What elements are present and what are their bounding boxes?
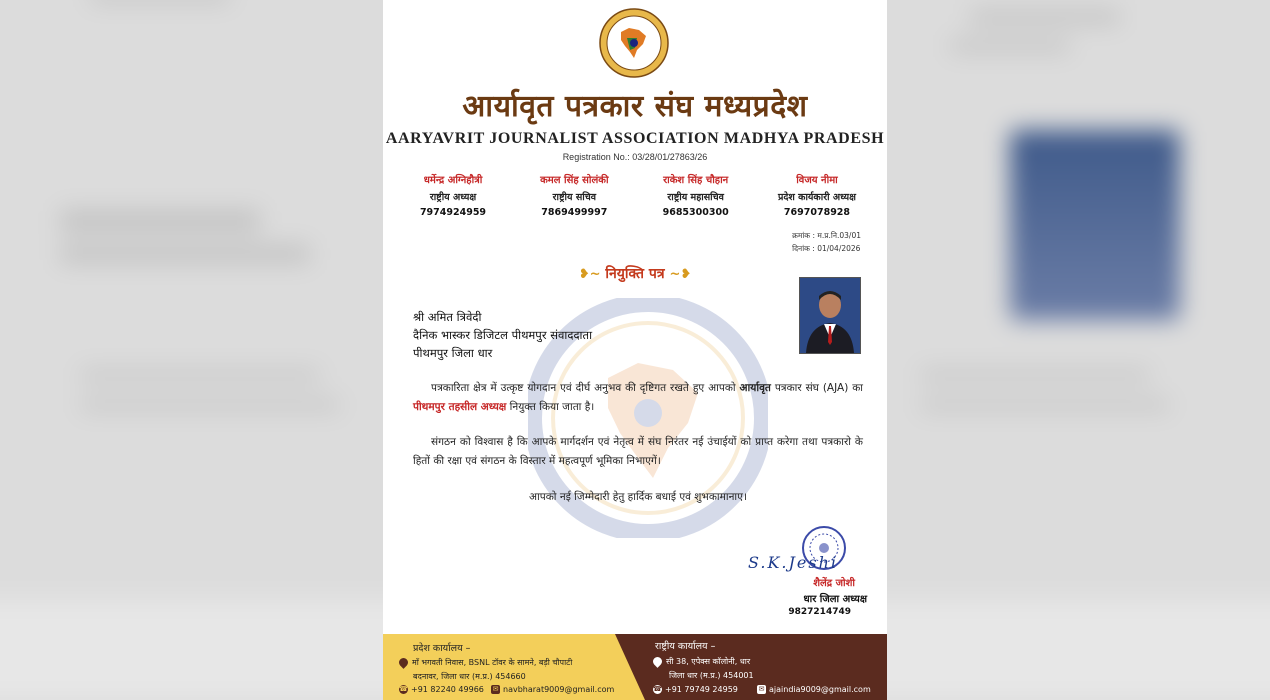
recipient-address xyxy=(413,308,592,362)
reference-block xyxy=(792,229,861,255)
officer-name: कमल सिंह सोलंकी xyxy=(540,175,609,186)
national-office-address xyxy=(653,656,750,667)
officer-name: राकेश सिंह चौहान xyxy=(663,175,729,186)
letter-paragraph-3: आपको नई जिम्मेदारी हेतु हार्दिक बधाई एवं शुभकामानाए। xyxy=(529,491,747,503)
address-line: माँ भगवती निवास, BSNL टॉवर के सामने, बड़ी चौपाटी xyxy=(412,658,573,667)
phone-icon: ☎ xyxy=(399,685,408,693)
office-bearers xyxy=(393,172,877,218)
officer-phone: 9685300300 xyxy=(662,207,729,218)
officer-phone: 7974924959 xyxy=(419,207,487,218)
national-office-address-line-2: जिला धार (म.प्र.) 454001 xyxy=(669,671,754,680)
state-office-address-line-2: बदनावर, जिला धार (म.प्र.) 454660 xyxy=(413,672,526,681)
officer-phone: 7697078928 xyxy=(783,207,851,218)
para-text: पत्रकार संघ (AJA) का xyxy=(770,382,864,394)
appointment-letter-title: नियुक्ति पत्र xyxy=(605,266,665,282)
officer-name: धर्मेन्द्र अग्निहौत्री xyxy=(423,175,483,186)
location-pin-icon xyxy=(651,655,664,668)
national-office-phone xyxy=(653,685,738,694)
left-ornament-icon: ❥~ xyxy=(578,267,601,282)
letter-paragraph-1 xyxy=(413,379,863,417)
letter-paragraph-2: संगठन को विश्वास है कि आपके मार्गदर्शन एवं नेतृत्व में संघ निरंतर नई उंचाईयों को प्राप्त करेगा तथा पत्रकारो के हितों की रक्षा एवं संगठन के विस्तार में महत्वपूर्ण भूमिका निभाएगें। xyxy=(413,436,863,467)
email-icon: ✉ xyxy=(492,685,499,693)
appointment-letter xyxy=(383,0,887,700)
para-text: पत्रकारिता क्षेत्र में उत्कृष्ट योगदान एवं दीर्घ अनुभव की दृष्टिगत रखते हुए आपको xyxy=(431,382,740,394)
recipient-name: श्री अमित त्रिवेदी xyxy=(413,310,482,324)
state-office-phone xyxy=(399,685,484,694)
state-office-title: प्रदेश कार्यालय – xyxy=(413,643,471,654)
email-address: navbharat9009@gmail.com xyxy=(503,685,615,694)
officer-post: प्रदेश कार्यकारी अध्यक्ष xyxy=(777,192,856,203)
phone-icon: ☎ xyxy=(653,685,662,693)
email-icon: ✉ xyxy=(758,685,765,693)
handwritten-signature: S.K.Jeshi xyxy=(748,553,839,572)
officer-block xyxy=(636,172,756,218)
officer-post: राष्ट्रीय सचिव xyxy=(552,192,597,203)
appointee-photo xyxy=(799,277,861,354)
para-text: नियुक्त किया जाता है। xyxy=(506,401,595,413)
email-address: ajaindia9009@gmail.com xyxy=(769,685,871,694)
officer-phone: 7869499997 xyxy=(541,207,608,218)
recipient-location: पीथमपुर जिला धार xyxy=(413,346,493,360)
signatory-post: धार जिला अध्यक्ष xyxy=(803,594,867,605)
officer-block xyxy=(393,172,513,218)
reference-number: क्रमांक : म.प्र.नि.03/01 xyxy=(792,231,861,240)
recipient-designation: दैनिक भास्कर डिजिटल पीथमपुर संवाददाता xyxy=(413,328,593,342)
officer-block xyxy=(757,172,877,218)
association-logo xyxy=(599,8,669,78)
reference-date: दिनांक : 01/04/2026 xyxy=(792,244,861,253)
state-office-email xyxy=(491,685,614,694)
association-title-hindi: आर्यावृत पत्रकार संघ मध्यप्रदेश xyxy=(462,89,808,124)
association-title-english: AARYAVRIT JOURNALIST ASSOCIATION MADHYA PRADESH xyxy=(385,130,885,147)
state-office-address xyxy=(399,657,572,668)
letter-footer xyxy=(383,634,887,700)
signatory-phone: 9827214749 xyxy=(788,607,851,617)
signatory-name: शैलेंद्र जोशी xyxy=(813,578,855,589)
address-line: सी 38, एपेक्स कॉलोनी, धार xyxy=(666,657,751,666)
officer-name: विजय नीमा xyxy=(796,175,838,186)
officer-post: राष्ट्रीय अध्यक्ष xyxy=(429,192,477,203)
phone-number: +91 79749 24959 xyxy=(665,685,738,694)
appointed-post: पीथमपुर तहसील अध्यक्ष xyxy=(413,401,507,413)
org-name: आर्यावृत xyxy=(739,382,771,394)
national-office-title: राष्ट्रीय कार्यालय – xyxy=(655,641,716,652)
location-pin-icon xyxy=(397,656,410,669)
registration-number: Registration No.: 03/28/01/27863/26 xyxy=(562,152,708,162)
right-ornament-icon: ~❥ xyxy=(669,267,692,282)
phone-number: +91 82240 49966 xyxy=(411,685,484,694)
officer-block xyxy=(514,172,634,218)
officer-post: राष्ट्रीय महासचिव xyxy=(667,192,724,203)
national-office-email xyxy=(757,685,871,694)
